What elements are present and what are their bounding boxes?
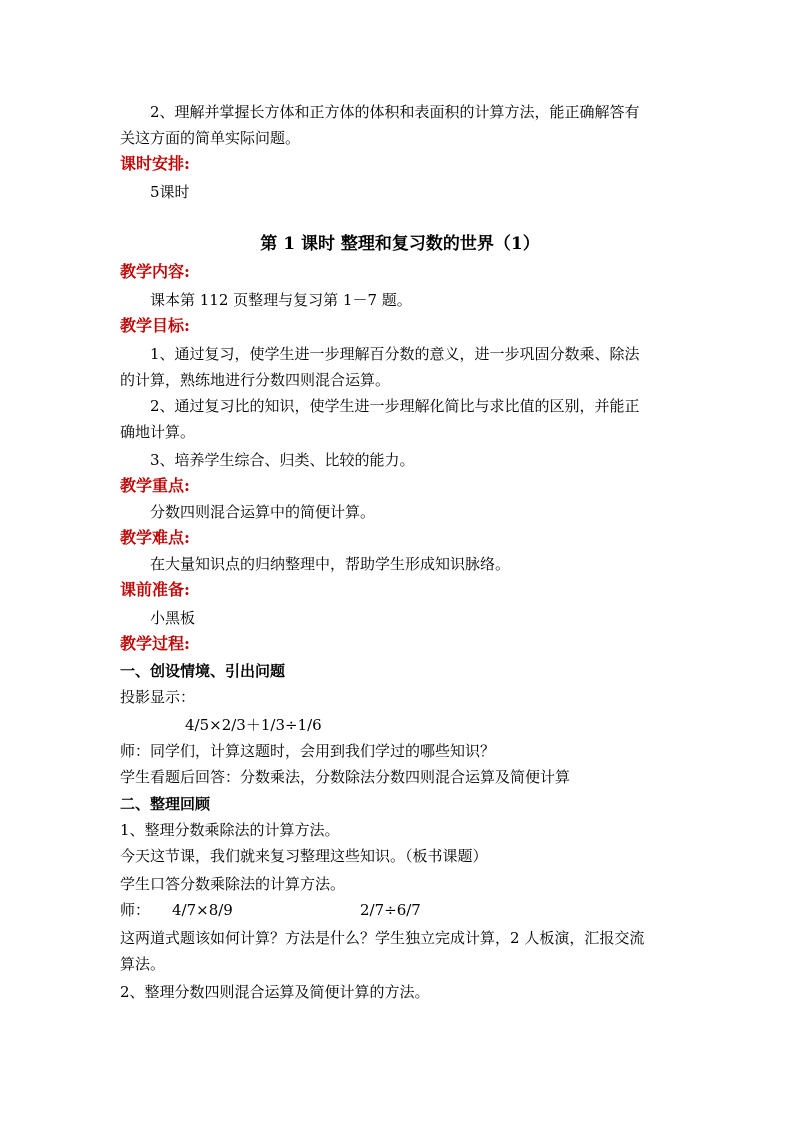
- intro-line-2: 关这方面的简单实际问题。: [120, 129, 301, 147]
- difficulty-text: 在大量知识点的归纳整理中，帮助学生形成知识脉络。: [150, 555, 511, 573]
- prep-text: 小黑板: [150, 609, 196, 627]
- lesson-title: 第 1 课时 整理和复习数的世界（1）: [260, 234, 540, 254]
- goal-3: 3、培养学生综合、归类、比较的能力。: [150, 451, 415, 469]
- sub-step-1: 1、整理分数乘除法的计算方法。: [120, 821, 340, 839]
- oral-answer-line: 学生口答分数乘除法的计算方法。: [120, 875, 346, 893]
- goals-heading: 教学目标:: [120, 316, 190, 335]
- teacher-question-2-line-2: 算法。: [120, 955, 166, 973]
- schedule-value: 5课时: [150, 183, 190, 201]
- teacher-question-1: 师：同学们，计算这题时，会用到我们学过的哪些知识？: [120, 742, 496, 760]
- focus-text: 分数四则混合运算中的简便计算。: [150, 503, 376, 521]
- teacher-label: 师：: [120, 901, 151, 919]
- expression-2: 4/7×8/9: [172, 901, 233, 919]
- student-answer-1: 学生看题后回答：分数乘法，分数除法分数四则混合运算及简便计算: [120, 768, 571, 786]
- prep-heading: 课前准备:: [120, 580, 190, 599]
- teacher-question-2-line-1: 这两道式题该如何计算？方法是什么？学生独立完成计算，2 人板演，汇报交流: [120, 929, 645, 947]
- teacher-examples: [120, 900, 680, 920]
- today-review-line: 今天这节课，我们就来复习整理这些知识。（板书课题）: [120, 847, 488, 865]
- schedule-heading: 课时安排:: [120, 154, 190, 173]
- projection-label: 投影显示：: [120, 688, 196, 706]
- process-heading: 教学过程:: [120, 634, 190, 653]
- difficulty-heading: 教学难点:: [120, 528, 190, 547]
- focus-heading: 教学重点:: [120, 476, 190, 495]
- goal-1-line-1: 1、通过复习，使学生进一步理解百分数的意义，进一步巩固分数乘、除法: [150, 345, 640, 363]
- expression-1: 4/5×2/3＋1/3÷1/6: [185, 716, 322, 734]
- goal-1-line-2: 的计算，熟练地进行分数四则混合运算。: [120, 371, 391, 389]
- goal-2-line-1: 2、通过复习比的知识，使学生进一步理解化简比与求比值的区别，并能正: [150, 397, 640, 415]
- intro-line-1: 2、理解并掌握长方体和正方体的体积和表面积的计算方法，能正确解答有: [150, 103, 640, 121]
- goal-2-line-2: 确地计算。: [120, 423, 196, 441]
- sub-step-2: 2、整理分数四则混合运算及简便计算的方法。: [120, 983, 430, 1001]
- process-step-1: 一、创设情境、引出问题: [120, 662, 286, 680]
- expression-3: 2/7÷6/7: [360, 901, 421, 919]
- content-text: 课本第 112 页整理与复习第 1－7 题。: [150, 291, 412, 309]
- process-step-2: 二、整理回顾: [120, 795, 211, 813]
- content-heading: 教学内容:: [120, 262, 190, 281]
